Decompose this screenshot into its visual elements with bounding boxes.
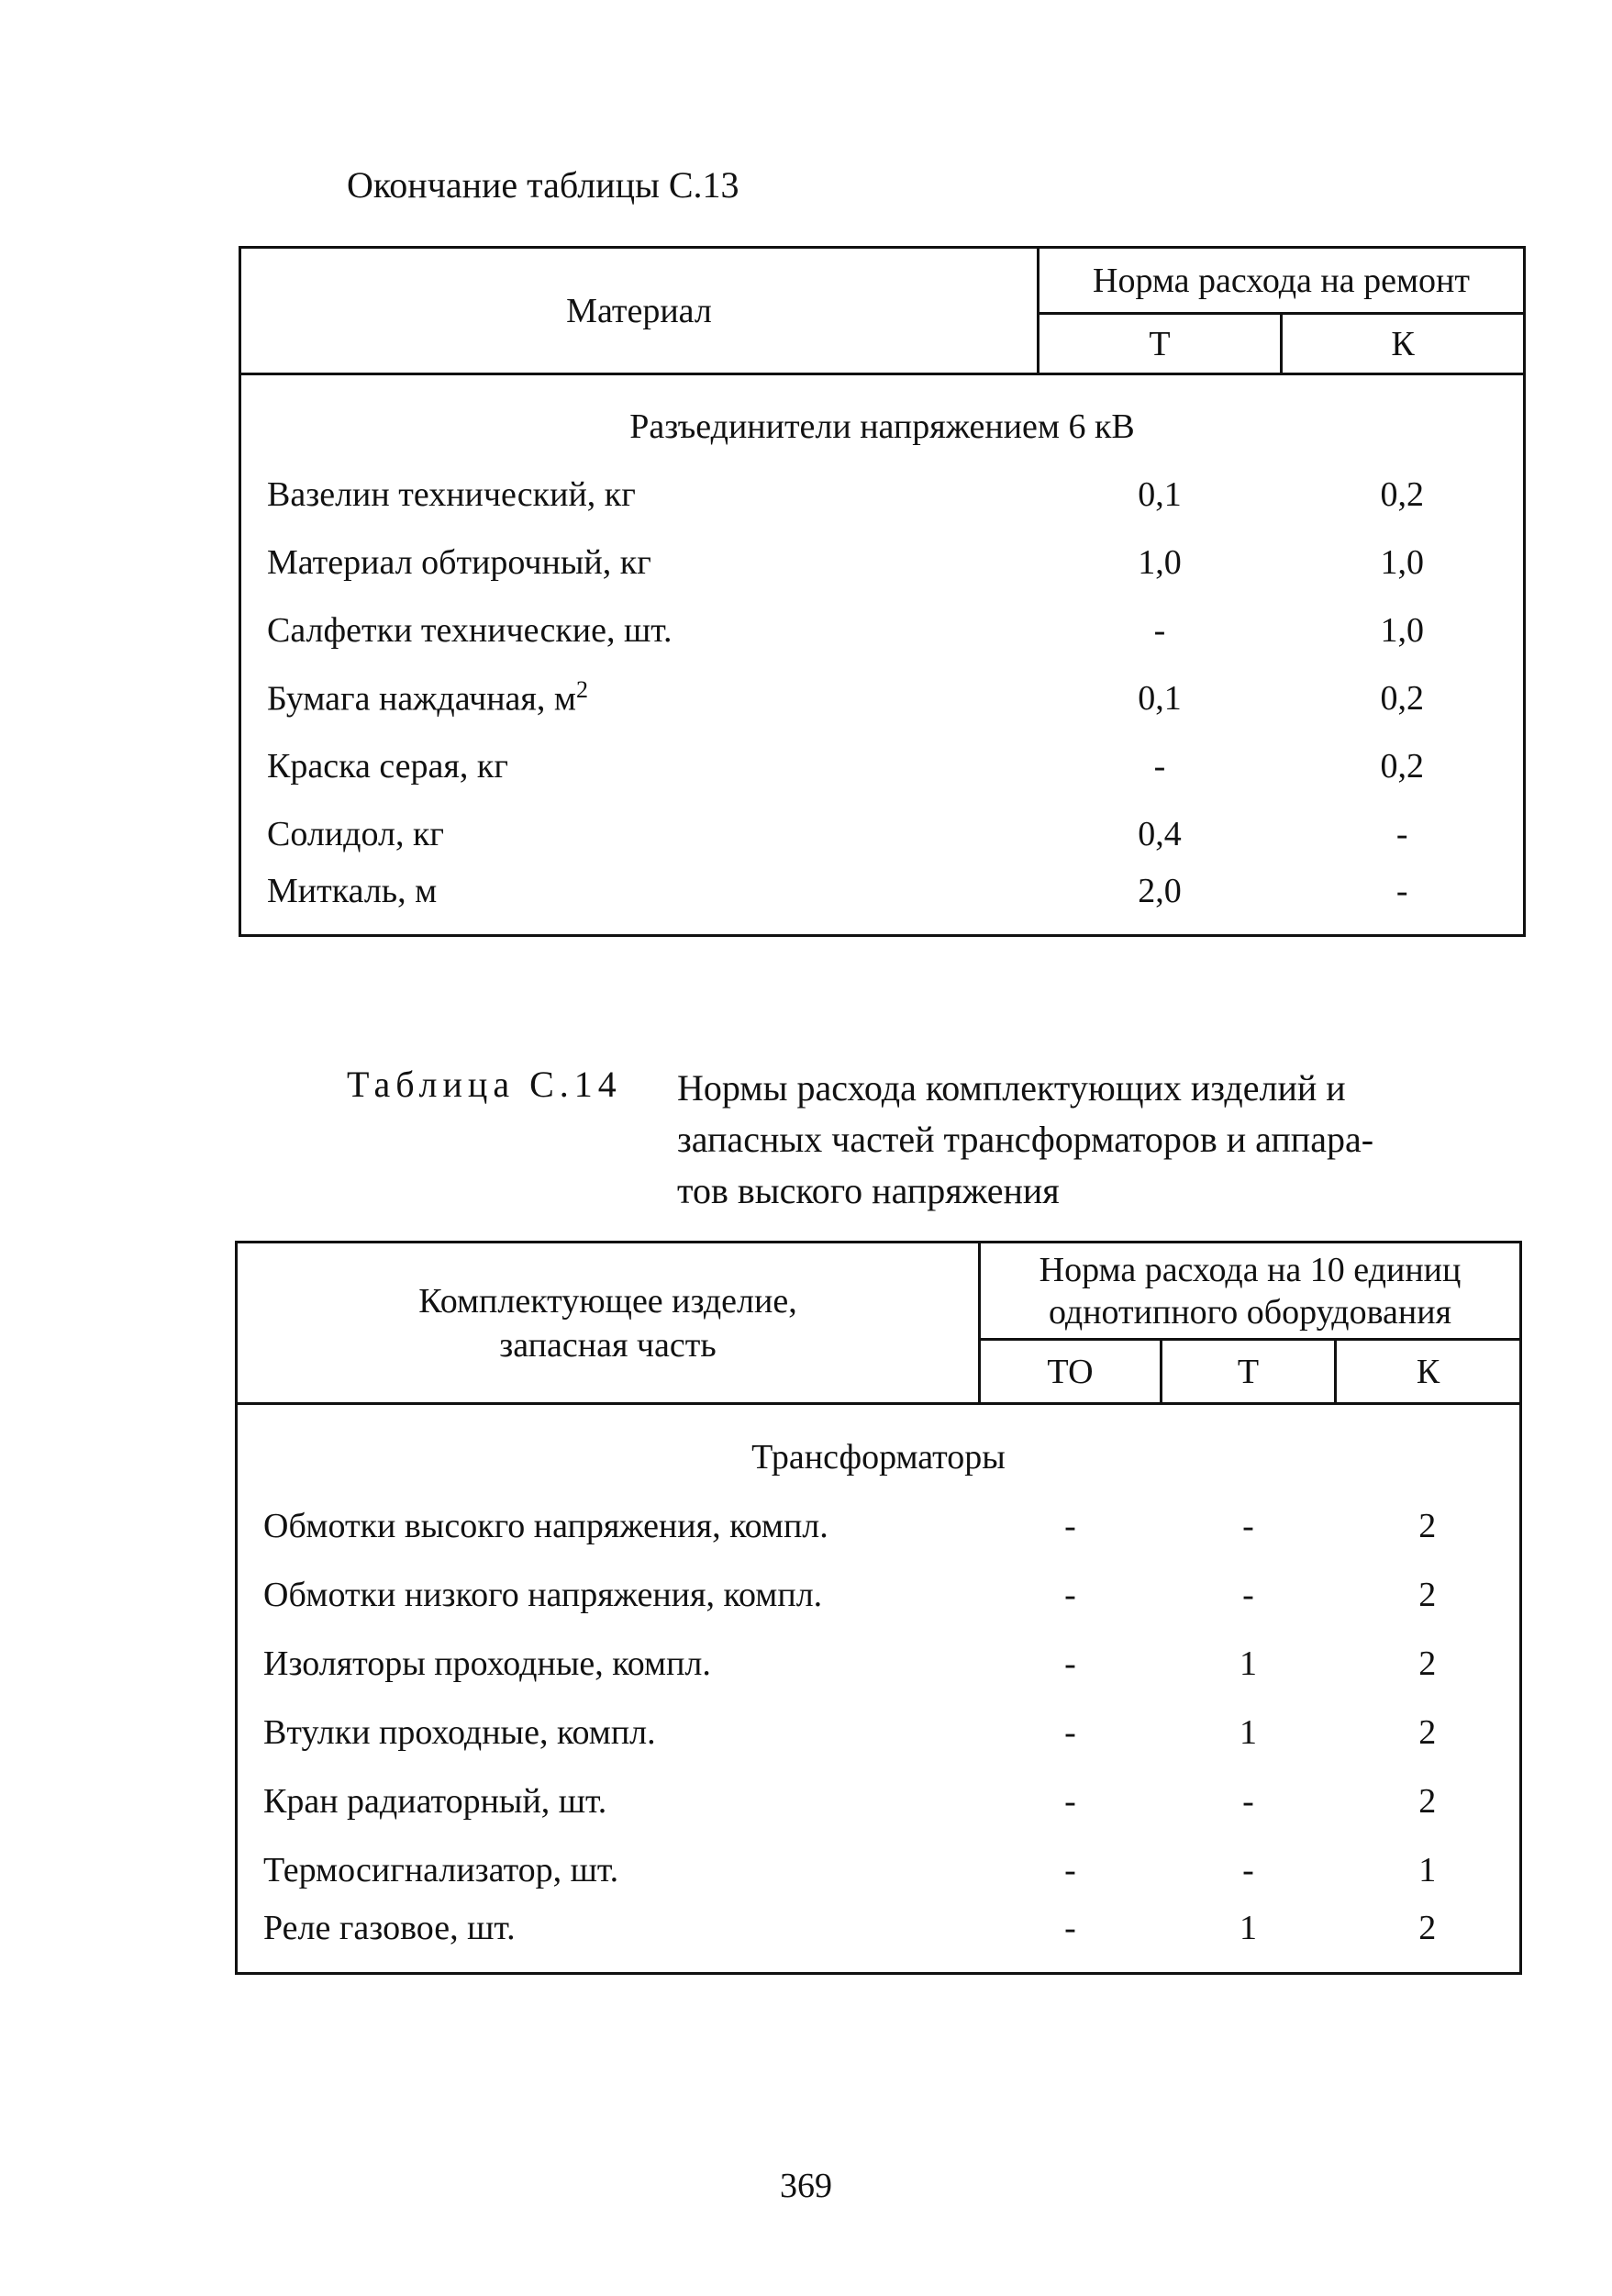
table13-header-norm: Норма расхода на ремонт <box>1039 248 1525 314</box>
table14-title <box>677 1063 1373 1217</box>
table14-header-norm-line: Норма расхода на 10 единиц <box>1039 1250 1462 1289</box>
table14-row <box>237 1492 1521 1561</box>
table13-material-name: Краска серая, кг <box>267 746 508 786</box>
table13-cell-k: - <box>1395 814 1408 853</box>
table14-header-item-line: Комплектующее изделие, <box>418 1281 797 1321</box>
table14-title-line: запасных частей трансформаторов и аппара- <box>677 1119 1374 1160</box>
table13-material-name: Вазелин технический, кг <box>267 474 636 514</box>
table14-row <box>237 1699 1521 1767</box>
table13-header-col-t: Т <box>1039 314 1282 374</box>
table13-row <box>240 732 1525 800</box>
table14-header-col-to: ТО <box>980 1340 1162 1404</box>
table13-cell-t: 2,0 <box>1138 871 1182 910</box>
table14-header-col-k: К <box>1336 1340 1521 1404</box>
table14-header-item-line: запасная часть <box>499 1325 717 1365</box>
table13-caption: Окончание таблицы С.13 <box>347 164 739 206</box>
table13-cell-k: 0,2 <box>1380 474 1424 514</box>
table14-row <box>237 1767 1521 1836</box>
table14-cell-item: Термосигнализатор, шт. <box>263 1851 619 1889</box>
table14-cell-k: 2 <box>1418 1713 1437 1752</box>
table13-cell-t: 1,0 <box>1138 542 1182 582</box>
table14-title-line: тов выского напряжения <box>677 1170 1060 1211</box>
table14-row <box>237 1630 1521 1699</box>
table14-header-col-t: Т <box>1162 1340 1336 1404</box>
table14-cell-to: - <box>1064 1644 1076 1683</box>
table13-material-name: Солидол, кг <box>267 814 444 853</box>
table13-cell-k: - <box>1395 871 1408 910</box>
table13-cell-t: - <box>1153 746 1166 786</box>
table14-cell-t: 1 <box>1240 1713 1257 1752</box>
table13-row <box>240 596 1525 664</box>
table13-material-name: Миткаль, м <box>267 871 438 910</box>
table14-title-line: Нормы расхода комплектующих изделий и <box>677 1067 1346 1109</box>
table14-cell-to: - <box>1064 1576 1076 1614</box>
table14-cell-k: 2 <box>1418 1782 1437 1821</box>
table13-cell-material <box>240 732 1039 800</box>
table14-cell-to: - <box>1064 1782 1076 1821</box>
table14-cell-k: 2 <box>1418 1576 1437 1614</box>
table14-cell-k: 2 <box>1418 1644 1437 1683</box>
table13-cell-material <box>240 461 1039 529</box>
table14-cell-item: Реле газовое, шт. <box>263 1909 516 1948</box>
table13-cell-t: 0,1 <box>1138 474 1182 514</box>
table13-material-unit-exponent: 2 <box>575 676 588 704</box>
table14-cell-to: - <box>1064 1507 1076 1545</box>
table13-cell-t: 0,4 <box>1138 814 1182 853</box>
table14-header-norm <box>980 1243 1521 1340</box>
table13-row <box>240 461 1525 529</box>
table13-material-name: Салфетки технические, шт. <box>267 610 673 650</box>
table13-cell-material <box>240 529 1039 596</box>
table14-cell-to: - <box>1064 1713 1076 1752</box>
table14-cell-item: Изоляторы проходные, компл. <box>263 1644 711 1683</box>
table14-cell-t: 1 <box>1240 1909 1257 1948</box>
table13-header-col-k: К <box>1282 314 1525 374</box>
table13-cell-t: - <box>1153 610 1166 650</box>
table14-label: Таблица С.14 <box>347 1064 622 1105</box>
table13-material-name: Материал обтирочный, кг <box>267 542 651 582</box>
table14-row <box>237 1905 1521 1974</box>
table14-cell-item: Втулки проходные, компл. <box>263 1713 656 1752</box>
table14-cell-k: 2 <box>1418 1909 1437 1948</box>
table14-cell-item: Обмотки высокго напряжения, компл. <box>263 1507 828 1545</box>
table14-cell-t: - <box>1242 1507 1254 1545</box>
table13 <box>239 246 1526 937</box>
table13-row <box>240 529 1525 596</box>
table14-cell-k: 1 <box>1418 1851 1437 1889</box>
table14-row <box>237 1561 1521 1630</box>
table14-header-item <box>237 1243 980 1404</box>
table13-cell-t: 0,1 <box>1138 678 1182 718</box>
table13-section-title: Разъединители напряжением 6 кВ <box>629 407 1135 447</box>
table13-cell-k: 0,2 <box>1380 678 1424 718</box>
table14-cell-t: 1 <box>1240 1644 1257 1683</box>
table14-row <box>237 1836 1521 1905</box>
table13-cell-material <box>240 800 1039 868</box>
table14-section-title: Трансформаторы <box>751 1438 1006 1477</box>
table14 <box>235 1241 1522 1975</box>
table13-header-material: Материал <box>240 248 1039 374</box>
table13-cell-k: 0,2 <box>1380 746 1424 786</box>
table13-row <box>240 868 1525 936</box>
table13-cell-k: 1,0 <box>1380 610 1424 650</box>
table14-cell-t: - <box>1242 1782 1254 1821</box>
table14-header-norm-line: однотипного оборудования <box>1048 1292 1452 1332</box>
table14-cell-item: Кран радиаторный, шт. <box>263 1782 607 1821</box>
table14-cell-to: - <box>1064 1909 1076 1948</box>
page-number: 369 <box>780 2167 832 2205</box>
table13-cell-k: 1,0 <box>1380 542 1424 582</box>
table13-material-name: Бумага наждачная, м <box>267 679 576 719</box>
table13-cell-material <box>240 664 1039 732</box>
table13-cell-material <box>240 596 1039 664</box>
table14-cell-k: 2 <box>1418 1507 1437 1545</box>
table14-cell-item: Обмотки низкого напряжения, компл. <box>263 1576 823 1614</box>
table14-cell-to: - <box>1064 1851 1076 1889</box>
table13-row <box>240 664 1525 732</box>
table13-row <box>240 800 1525 868</box>
table13-cell-material <box>240 868 1039 936</box>
table14-cell-t: - <box>1242 1576 1254 1614</box>
table14-cell-t: - <box>1242 1851 1254 1889</box>
